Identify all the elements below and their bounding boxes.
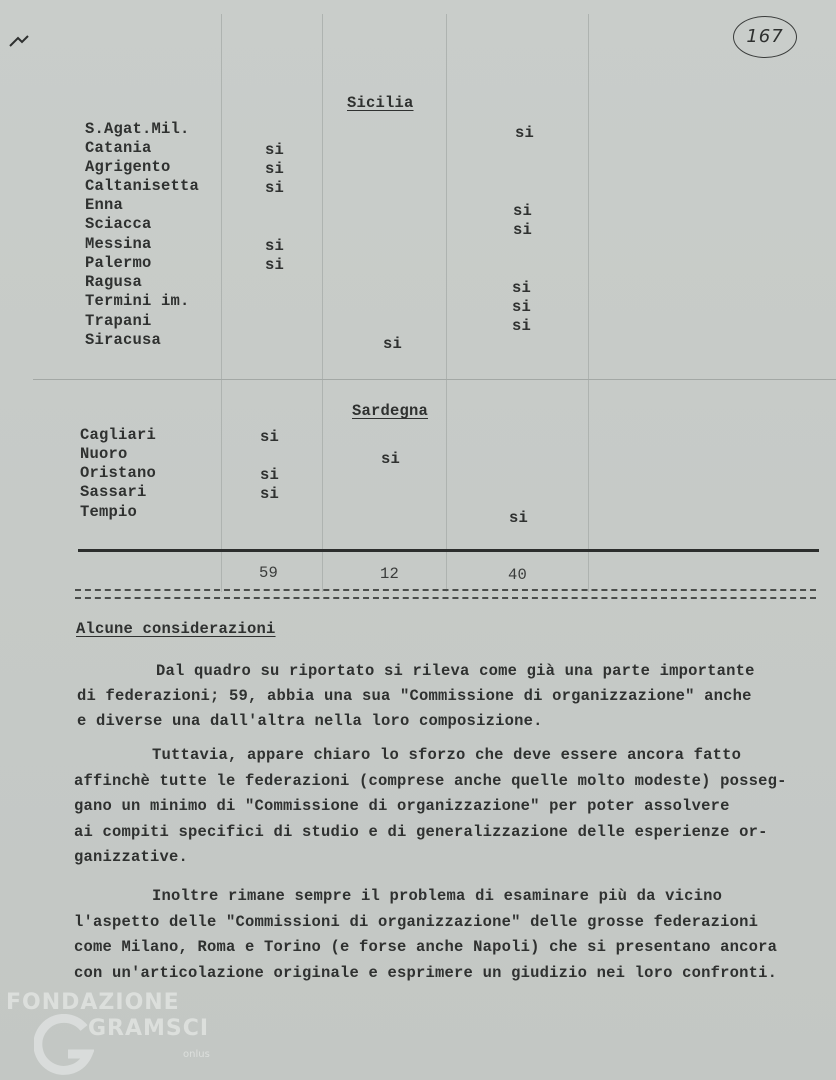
watermark-g-icon [34, 1014, 94, 1076]
double-rule [75, 589, 816, 599]
page-number: 167 [733, 16, 797, 58]
table-row-col1: si [265, 237, 285, 255]
table-row-name: Tempio [80, 503, 138, 521]
table-row-name: Oristano [80, 464, 157, 482]
table-row-col1: si [265, 256, 285, 274]
table-row-col3: si [513, 202, 533, 220]
table-row-col1: si [265, 179, 285, 197]
section-heading: Alcune considerazioni [76, 620, 276, 638]
table-row-name: Sassari [80, 483, 147, 501]
table-row-col2: si [381, 450, 401, 468]
table-row-name: Caltanisetta [85, 177, 200, 195]
watermark-line2: GRAMSCI [88, 1016, 210, 1041]
table-row-name: Catania [85, 139, 152, 157]
table-row-col1: si [260, 428, 280, 446]
table-column-rule [446, 14, 447, 592]
table-row-col3: si [509, 509, 529, 527]
section-divider [33, 379, 836, 380]
table-row-col3: si [513, 221, 533, 239]
table-row-col3: si [512, 279, 532, 297]
paragraph-line: ganizzative. [74, 848, 189, 866]
region-heading-sicilia: Sicilia [347, 94, 414, 112]
table-row-col1: si [265, 160, 285, 178]
paragraph-line: come Milano, Roma e Torino (e forse anche Napoli) che si presentano ancora [74, 938, 778, 956]
watermark-line1: FONDAZIONE [6, 990, 180, 1015]
paragraph-line: ai compiti specifici di studio e di generalizzazione delle esperienze or- [74, 823, 768, 841]
watermark-line3: onlus [183, 1049, 210, 1060]
table-row-col2: si [383, 335, 403, 353]
table-row-name: Agrigento [85, 158, 171, 176]
paragraph-line: con un'articolazione originale e esprimere un giudizio nei loro confronti. [74, 964, 778, 982]
paragraph-line: Dal quadro su riportato si rileva come già una parte importante [80, 662, 755, 680]
table-row-name: Siracusa [85, 331, 162, 349]
table-row-col1: si [265, 141, 285, 159]
table-row-col1: si [260, 466, 280, 484]
paragraph-line: affinchè tutte le federazioni (comprese anche quelle molto modeste) posseg- [74, 772, 787, 790]
table-row-name: Messina [85, 235, 152, 253]
table-row-col3: si [512, 317, 532, 335]
table-row-name: Termini im. [85, 292, 190, 310]
paragraph-line: Inoltre rimane sempre il problema di esaminare più da vicino [76, 887, 723, 905]
table-row-name: Trapani [85, 312, 152, 330]
region-heading-sardegna: Sardegna [352, 402, 429, 420]
paragraph-line: Tuttavia, appare chiaro lo sforzo che deve essere ancora fatto [76, 746, 742, 764]
paragraph-line: l'aspetto delle "Commissioni di organizzazione" delle grosse federazioni [74, 913, 759, 931]
total-col1: 59 [259, 564, 279, 582]
paragraph-line: e diverse una dall'altra nella loro composizione. [77, 712, 543, 730]
paragraph-line: di federazioni; 59, abbia una sua "Commissione di organizzazione" anche [77, 687, 752, 705]
table-row-name: Cagliari [80, 426, 157, 444]
table-column-rule [221, 14, 222, 592]
total-col3: 40 [508, 566, 528, 584]
table-row-name: S.Agat.Mil. [85, 120, 190, 138]
table-row-col3: si [512, 298, 532, 316]
corner-mark-icon [8, 34, 30, 48]
table-row-name: Enna [85, 196, 124, 214]
table-column-rule [588, 14, 589, 592]
paragraph-line: gano un minimo di "Commissione di organizzazione" per poter assolvere [74, 797, 730, 815]
table-row-name: Ragusa [85, 273, 143, 291]
table-row-name: Palermo [85, 254, 152, 272]
totals-rule [78, 549, 819, 552]
table-row-name: Nuoro [80, 445, 128, 463]
table-column-rule [322, 14, 323, 592]
table-row-name: Sciacca [85, 215, 152, 233]
table-row-col3: si [515, 124, 535, 142]
table-row-col1: si [260, 485, 280, 503]
total-col2: 12 [380, 565, 400, 583]
